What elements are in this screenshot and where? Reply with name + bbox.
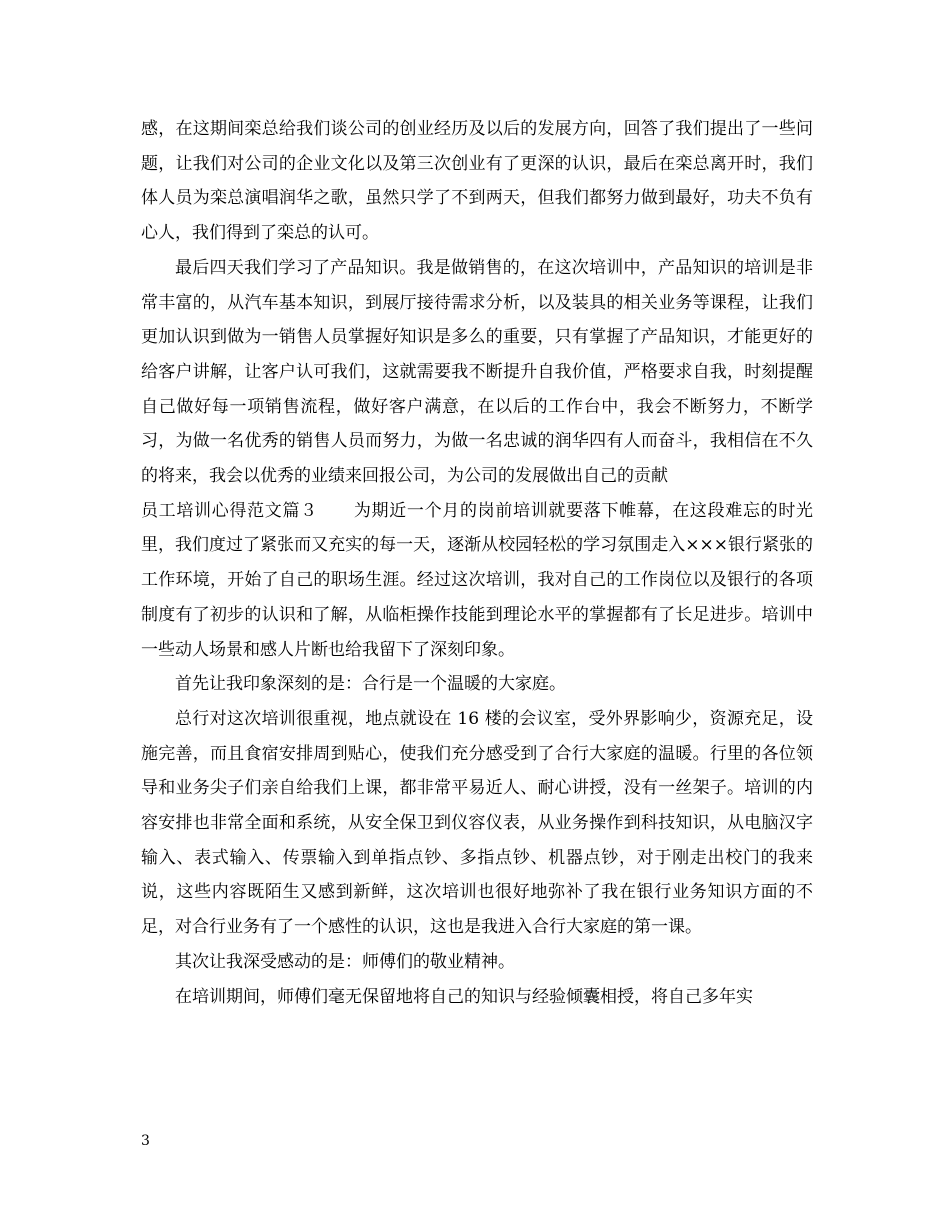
page-number: 3 [141,1133,150,1149]
paragraph-text: 为期近一个月的岗前培训就要落下帷幕，在这段难忘的时光里，我们度过了紧张而又充实的每一天，逐渐从校园轻松的学习氛围走入×××银行紧张的工作环境，开始了自己的职场生涯。经过这次培训，我对自己的工作岗位以及银行的各项制度有了初步的认识和了解，从临柜操作技能到理论水平的掌握都有了长足进步。培训中一些动人场景和感人片断也给我留下了深刻印象。 [141,500,814,660]
paragraph-3 [141,494,813,668]
paragraph-7 [141,980,813,1015]
paragraph-text: 其次让我深受感动的是：师傅们的敬业精神。 [175,951,515,972]
paragraph-text: 首先让我印象深刻的是：合行是一个温暖的大家庭。 [175,674,566,695]
paragraph-4 [141,667,813,702]
section-heading: 员工培训心得范文篇３ [141,500,318,521]
paragraph-text: 最后四天我们学习了产品知识。我是做销售的，在这次培训中，产品知识的培训是非常丰富的，从汽车基本知识，到展厅接待需求分析，以及装具的相关业务等课程，让我们更加认识到做为一销售人员掌握好知识是多么的重要，只有掌握了产品知识，才能更好的给客户讲解，让客户认可我们，这就需要我不断提升自我价值，严格要求自我，时刻提醒自己做好每一项销售流程，做好客户满意，在以后的工作台中，我会不断努力，不断学习，为做一名优秀的销售人员而努力，为做一名忠诚的润华四有人而奋斗，我相信在不久的将来，我会以优秀的业绩来回报公司，为公司的发展做出自己的贡献 [141,257,813,487]
paragraph-text: 在培训期间，师傅们毫无保留地将自己的知识与经验倾囊相授，将自己多年实 [175,986,753,1007]
document-body [141,112,813,1014]
paragraph-6 [141,945,813,980]
paragraph-1 [141,112,813,251]
paragraph-2 [141,251,813,494]
paragraph-text: 感，在这期间栾总给我们谈公司的创业经历及以后的发展方向，回答了我们提出了一些问题，让我们对公司的企业文化以及第三次创业有了更深的认识，最后在栾总离开时，我们体人员为栾总演唱润华之歌，虽然只学了不到两天，但我们都努力做到最好，功夫不负有心人，我们得到了栾总的认可。 [141,119,813,244]
paragraph-text: 总行对这次培训很重视，地点就设在 16 楼的会议室，受外界影响少，资源充足，设施完善，而且食宿安排周到贴心，使我们充分感受到了合行大家庭的温暖。行里的各位领导和业务尖子们亲自给我们上课，都非常平易近人、耐心讲授，没有一丝架子。培训的内容安排也非常全面和系统，从安全保卫到仪容仪表，从业务操作到科技知识，从电脑汉字输入、表式输入、传票输入到单指点钞、多指点钞、机器点钞，对于刚走出校门的我来说，这些内容既陌生又感到新鲜，这次培训也很好地弥补了我在银行业务知识方面的不足，对合行业务有了一个感性的认识，这也是我进入合行大家庭的第一课。 [141,708,813,938]
paragraph-5 [141,702,813,945]
